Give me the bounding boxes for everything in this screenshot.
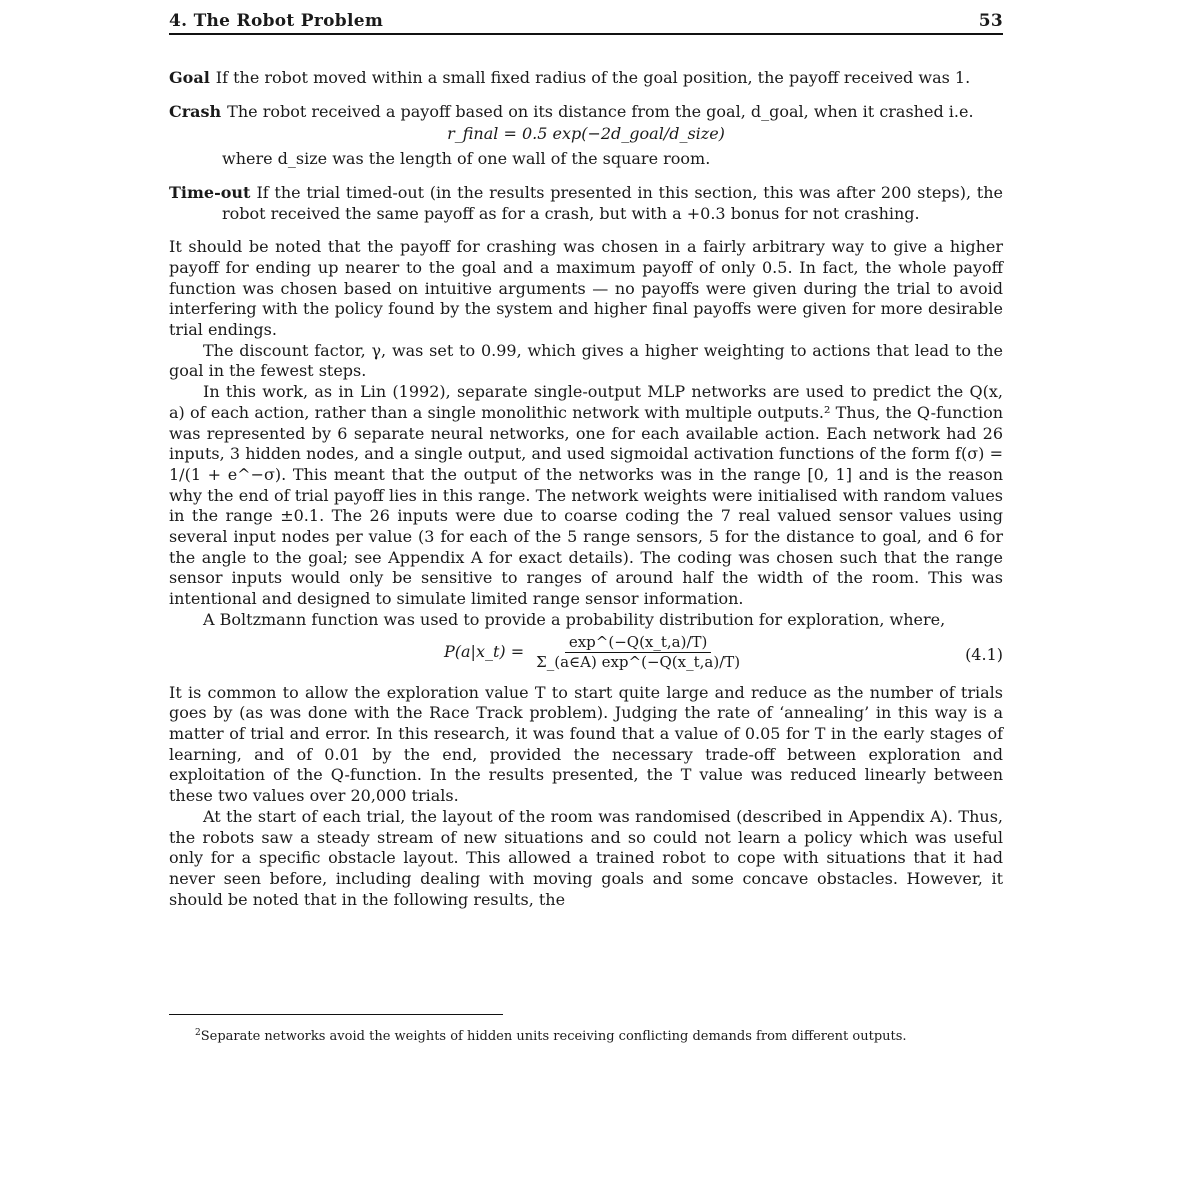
crash-equation: r_final = 0.5 exp(−2d_goal/d_size) [447,124,725,144]
paragraph: The discount factor, γ, was set to 0.99, which gives a higher weighting to actions that lead to the goal in the fewest steps. [169,340,1003,381]
page-number: 53 [978,11,1003,31]
definition-goal [169,68,1003,89]
equation-lhs: P(a|x_t) = [444,641,525,661]
definition-time-out [169,183,1003,224]
equation-number: (4.1) [965,644,1003,664]
paragraph: In this work, as in Lin (1992), separate single-output MLP networks are used to predict the Q(x, a) of each action, rather than a single monolithic network with multiple outputs.² Thus, the Q-function was represented by 6 separate neural networks, one for each available action. Each network had 26 inputs, 3 hidden nodes, and a single output, and used sigmoidal activation functions of the form f(σ) = 1/(1 + e^−σ). This meant that the output of the networks was in the range [0, 1] and is the reason why the end of trial payoff lies in this range. The network weights were initialised with random values in the range ±0.1. The 26 inputs were due to coarse coding the 7 real valued sensor values using several input nodes per value (3 for each of the 5 range sensors, 5 for the distance to goal, and 6 for the angle to the goal; see Appendix A for exact details). The coding was chosen such that the range sensor inputs would only be sensitive to ranges of around half the width of the room. This was intentional and designed to simulate limited range sensor information. [169,382,1003,609]
definition-text: If the robot moved within a small fixed radius of the goal position, the payoff received was 1. [215,68,971,87]
crash-equation-note: where d_size was the length of one wall of the square room. [222,149,711,169]
definition-term: Goal [169,68,210,87]
equation-4-1 [169,633,1003,679]
equation-numerator: exp^(−Q(x_t,a)/T) [565,633,712,653]
definition-crash [169,102,1003,123]
chapter-title: 4. The Robot Problem [169,11,384,31]
definition-term: Time-out [169,182,251,202]
footnote [169,1024,1003,1046]
running-header [169,9,1003,35]
definition-term: Crash [169,101,222,121]
footnote-rule [169,1014,503,1015]
paragraph: It should be noted that the payoff for crashing was chosen in a fairly arbitrary way to give a higher payoff for ending up nearer to the goal and a maximum payoff of only 0.5. In fact, the whole payoff function was chosen based on intuitive arguments — no payoffs were given during the trial to avoid interfering with the policy found by the system and higher final payoffs were given for more desirable trial endings. [169,237,1003,340]
paragraph: At the start of each trial, the layout of the room was randomised (described in Appendix A). Thus, the robots saw a steady stream of new situations and so could not learn a policy which was useful only for a specific obstacle layout. This allowed a trained robot to cope with situations that it had never seen before, including dealing with moving goals and some concave obstacles. However, it should be noted that in the following results, the [169,806,1003,909]
equation-denominator: Σ_(a∈A) exp^(−Q(x_t,a)/T) [536,652,741,671]
definition-text: The robot received a payoff based on its distance from the goal, d_goal, when it crashed i.e. [227,101,974,121]
paragraph: A Boltzmann function was used to provide a probability distribution for exploration, where, [203,609,946,629]
page-body [169,68,1003,910]
footnote-mark: 2 [195,1028,201,1038]
paragraph: It is common to allow the exploration value T to start quite large and reduce as the number of trials goes by (as was done with the Race Track problem). Judging the rate of ‘annealing’ in this way is a matter of trial and error. In this research, it was found that a value of 0.05 for T in the early stages of learning, and of 0.01 by the end, provided the necessary trade-off between exploration and exploitation of the Q-function. In the results presented, the T value was reduced linearly between these two values over 20,000 trials. [169,682,1003,806]
footnote-text: Separate networks avoid the weights of hidden units receiving conflicting demands from different outputs. [200,1029,907,1044]
definition-text: If the trial timed-out (in the results presented in this section, this was after 200 steps), the robot received the same payoff as for a crash, but with a +0.3 bonus for not crashing. [222,182,1003,223]
